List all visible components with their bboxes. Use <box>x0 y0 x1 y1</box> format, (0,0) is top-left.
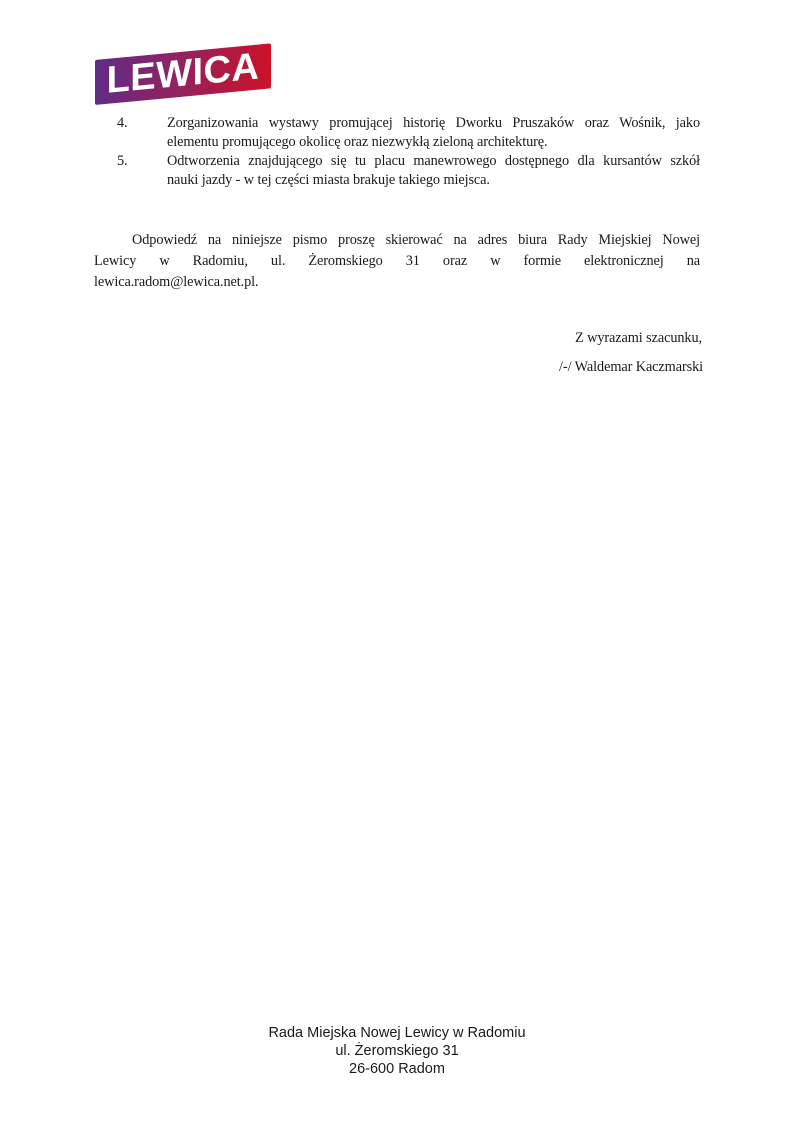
list-item-5-line-2: nauki jazdy - w tej części miasta brakuje takiego miejsca. <box>167 172 490 188</box>
list-item-5 <box>94 152 700 190</box>
closing-salutation: Z wyrazami szacunku, <box>574 330 702 346</box>
list-item-4 <box>94 114 700 152</box>
paragraph-line-2: Lewicy w Radomiu, ul. Żeromskiego 31 oraz w formie elektronicznej na <box>94 253 700 269</box>
list-item-4-number: 4. <box>117 115 128 131</box>
body-paragraph <box>94 230 700 293</box>
footer-line-street: ul. Żeromskiego 31 <box>335 1043 459 1059</box>
closing-signature: /-/ Waldemar Kaczmarski <box>559 359 703 375</box>
paragraph-line-1: Odpowiedź na niniejsze pismo proszę skierować na adres biura Rady Miejskiej Nowej <box>132 232 700 248</box>
paragraph-line-3-email: lewica.radom@lewica.net.pl. <box>94 274 259 290</box>
list-item-5-number: 5. <box>117 153 128 169</box>
list-item-4-line-2: elementu promującego okolicę oraz niezwykłą zieloną architekturę. <box>167 134 548 150</box>
footer-address <box>0 1024 794 1078</box>
list-item-5-line-1: Odtworzenia znajdującego się tu placu manewrowego dostępnego dla kursantów szkół <box>167 153 700 169</box>
lewica-logo-text: LEWICA <box>106 44 260 102</box>
footer-line-city: 26-600 Radom <box>349 1061 445 1077</box>
numbered-list <box>94 114 700 190</box>
footer-line-organization: Rada Miejska Nowej Lewicy w Radomiu <box>268 1025 526 1041</box>
lewica-logo <box>95 43 271 105</box>
list-item-4-line-1: Zorganizowania wystawy promującej historię Dworku Pruszaków oraz Wośnik, jako <box>167 115 700 131</box>
